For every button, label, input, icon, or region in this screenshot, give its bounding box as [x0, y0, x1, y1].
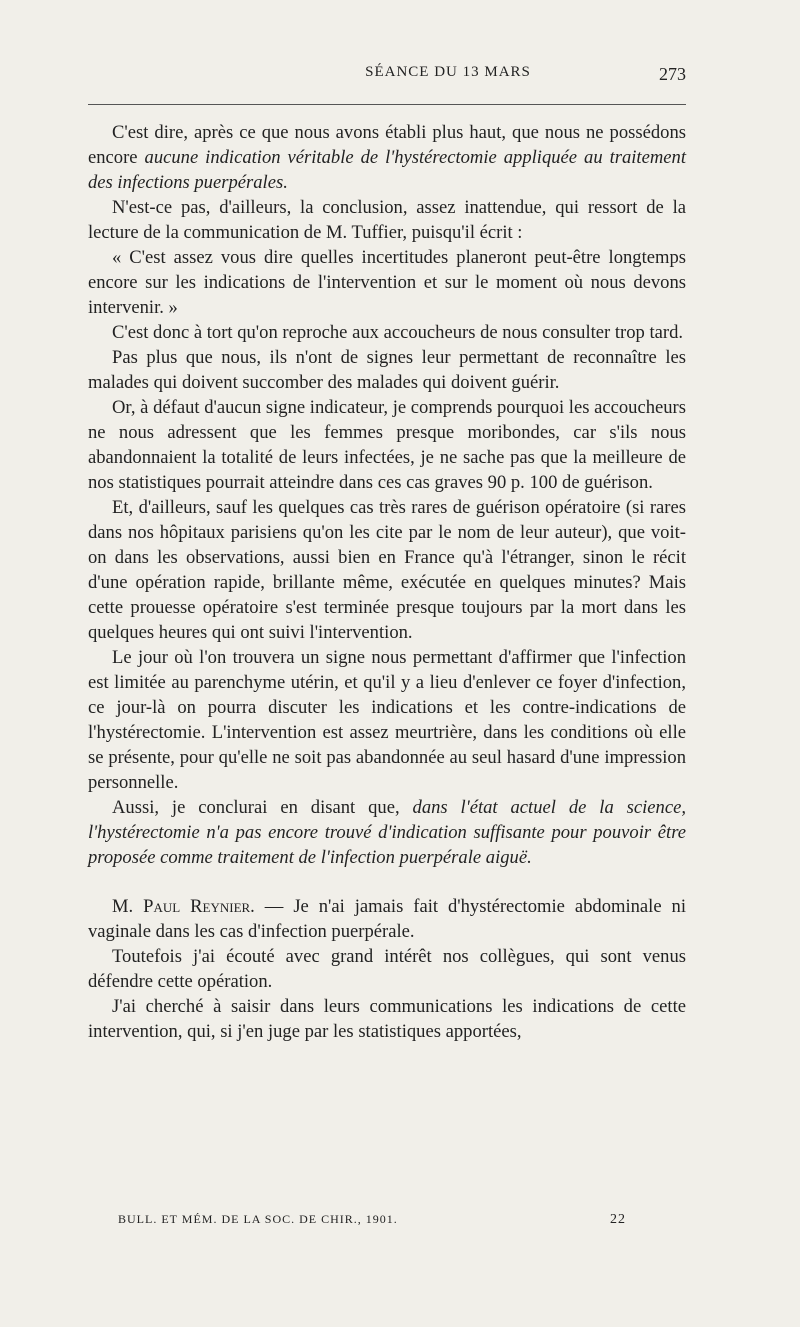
emphasis: dans l'état actuel de la science, l'hystérectomie n'a pas encore trouvé d'indication suffisante pour pouvoir être proposée comme traitement de l'infection puerpérale aiguë.	[88, 797, 687, 868]
paragraph: Toutefois j'ai écouté avec grand intérêt nos collègues, qui sont venus défendre cette opération.	[88, 946, 686, 992]
paragraph: Le jour où l'on trouvera un signe nous permettant d'affirmer que l'infection est limitée au parenchyme utérin, et qu'il y a lieu d'enlever ce foyer d'infection, ce jour-là on pourra discuter les indications et les contre-indications de l'hystérectomie. L'intervention est assez meurtrière, dans les conditions où elle se présente, pour qu'elle ne soit pas abandonnée au seul hasard d'une impression personnelle.	[88, 647, 686, 793]
speaker-name: M. Paul Reynier.	[112, 896, 255, 917]
paragraph: Or, à défaut d'aucun signe indicateur, je comprends pourquoi les accoucheurs ne nous adressent que les femmes presque moribondes, car s'ils nous abandonnaient la totalité de leurs infectées, je ne sache pas que la meilleure de nos statistiques pourrait atteindre dans ces cas graves 90 p. 100 de guérison.	[88, 397, 686, 493]
paragraph: Pas plus que nous, ils n'ont de signes leur permettant de reconnaître les malades qui doivent succomber des malades qui doivent guérir.	[88, 347, 686, 393]
paragraph: C'est donc à tort qu'on reproche aux accoucheurs de nous consulter trop tard.	[112, 322, 684, 343]
paragraph: Aussi, je conclurai en disant que, dans l'état actuel de la science, l'hystérectomie n'a pas encore trouvé d'indication suffisante pour pouvoir être proposée comme traitement de l'infection puerpérale aiguë.	[88, 797, 687, 868]
paragraph: C'est dire, après ce que nous avons établi plus haut, que nous ne possédons encore aucune indication véritable de l'hystérectomie appliquée au traitement des infections puerpérales.	[88, 122, 686, 193]
header-rule	[88, 104, 686, 105]
quotation: « C'est assez vous dire quelles incertitudes planeront peut-être longtemps encore sur les indications de l'intervention et sur le moment où nous devons intervenir. »	[88, 247, 686, 318]
paragraph: Et, d'ailleurs, sauf les quelques cas très rares de guérison opératoire (si rares dans nos hôpitaux parisiens qu'on les cite par le nom de leur auteur), que voit-on dans les observations, aussi bien en France qu'à l'étranger, sinon le récit d'une opération rapide, brillante même, exécutée en quelques minutes? Mais cette prouesse opératoire s'est terminée presque toujours par la mort dans les quelques heures qui ont suivi l'intervention.	[88, 497, 686, 643]
footer-reference: BULL. ET MÉM. DE LA SOC. DE CHIR., 1901.	[118, 1212, 398, 1226]
signature-mark: 22	[610, 1212, 626, 1227]
paragraph: J'ai cherché à saisir dans leurs communications les indications de cette intervention, qui, si j'en juge par les statistiques apportées,	[88, 996, 686, 1042]
emphasis: aucune indication véritable de l'hystérectomie appliquée au traitement des infections puerpérales.	[88, 147, 686, 193]
speaker-paragraph: M. Paul Reynier. — Je n'ai jamais fait d'hystérectomie abdominale ni vaginale dans les cas d'infection puerpérale.	[88, 896, 686, 942]
paragraph: N'est-ce pas, d'ailleurs, la conclusion, assez inattendue, qui ressort de la lecture de la communication de M. Tuffier, puisqu'il écrit :	[88, 197, 686, 243]
running-header	[88, 64, 686, 88]
header-title: SÉANCE DU 13 MARS	[365, 64, 531, 80]
page-number: 273	[659, 64, 686, 84]
body-text	[88, 120, 686, 1044]
page-footer	[118, 1212, 626, 1236]
